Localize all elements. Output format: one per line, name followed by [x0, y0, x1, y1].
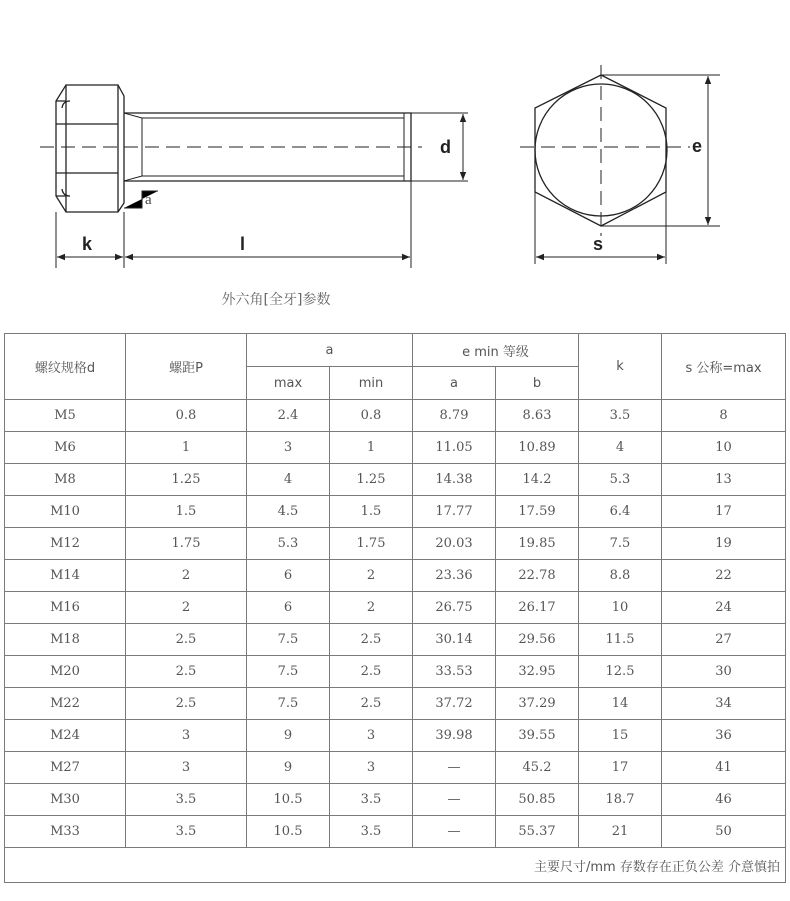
dimension-a — [124, 191, 158, 208]
header-a: a — [247, 334, 413, 367]
table-cell: 11.5 — [579, 624, 662, 656]
table-row — [5, 752, 786, 784]
table-cell: 7.5 — [247, 624, 330, 656]
table-cell: 8.79 — [413, 400, 496, 432]
table-cell: 23.36 — [413, 560, 496, 592]
table-cell: 3 — [126, 752, 247, 784]
table-cell: 1.25 — [126, 464, 247, 496]
table-row — [5, 496, 786, 528]
table-cell: 14.38 — [413, 464, 496, 496]
table-cell: 21 — [579, 816, 662, 848]
table-row — [5, 432, 786, 464]
bolt-technical-drawing — [0, 0, 790, 330]
table-cell: 39.55 — [496, 720, 579, 752]
table-cell: 3.5 — [579, 400, 662, 432]
table-cell: 0.8 — [126, 400, 247, 432]
label-a: a — [145, 192, 152, 208]
table-cell: 12.5 — [579, 656, 662, 688]
table-cell: 45.2 — [496, 752, 579, 784]
table-cell: 22.78 — [496, 560, 579, 592]
table-cell: 1.25 — [330, 464, 413, 496]
table-row — [5, 400, 786, 432]
label-s: s — [593, 234, 604, 254]
table-cell: 8.63 — [496, 400, 579, 432]
table-cell: 2.5 — [126, 688, 247, 720]
header-k: k — [579, 334, 662, 400]
table-cell: 1 — [330, 432, 413, 464]
table-cell: 22 — [662, 560, 786, 592]
table-cell: 50 — [662, 816, 786, 848]
table-cell: 0.8 — [330, 400, 413, 432]
table-cell: 55.37 — [496, 816, 579, 848]
table-row — [5, 816, 786, 848]
table-cell: 30 — [662, 656, 786, 688]
table-cell: 37.72 — [413, 688, 496, 720]
table-cell: 10.5 — [247, 816, 330, 848]
table-cell: 46 — [662, 784, 786, 816]
table-cell: 6 — [247, 592, 330, 624]
note-row — [5, 848, 786, 883]
table-cell: 15 — [579, 720, 662, 752]
table-cell: 9 — [247, 752, 330, 784]
table-cell: 3.5 — [126, 784, 247, 816]
spec-table — [4, 333, 786, 883]
table-cell: 36 — [662, 720, 786, 752]
header-row-1 — [5, 334, 786, 367]
table-cell: M24 — [5, 720, 126, 752]
table-cell: 2.5 — [126, 624, 247, 656]
table-cell: 10.5 — [247, 784, 330, 816]
table-cell: 4 — [579, 432, 662, 464]
table-cell: 26.75 — [413, 592, 496, 624]
table-cell: 6.4 — [579, 496, 662, 528]
drawing-caption: 外六角[全牙]参数 — [221, 292, 331, 308]
table-note: 主要尺寸/mm 存数存在正负公差 介意慎拍 — [5, 848, 786, 883]
table-cell: 3.5 — [330, 784, 413, 816]
table-cell: 2 — [126, 592, 247, 624]
table-cell: 2.5 — [330, 656, 413, 688]
table-cell: 8 — [662, 400, 786, 432]
table-cell: 24 — [662, 592, 786, 624]
table-row — [5, 464, 786, 496]
table-cell: 9 — [247, 720, 330, 752]
table-cell: 6 — [247, 560, 330, 592]
table-cell: 37.29 — [496, 688, 579, 720]
spec-table-body — [5, 334, 786, 883]
table-cell: 3.5 — [126, 816, 247, 848]
table-cell: 17 — [579, 752, 662, 784]
table-cell: 34 — [662, 688, 786, 720]
table-cell: 17.59 — [496, 496, 579, 528]
table-cell: 41 — [662, 752, 786, 784]
table-cell: 3 — [247, 432, 330, 464]
table-row — [5, 528, 786, 560]
table-cell: 10 — [662, 432, 786, 464]
table-row — [5, 624, 786, 656]
table-cell: 14.2 — [496, 464, 579, 496]
table-cell: M5 — [5, 400, 126, 432]
table-row — [5, 560, 786, 592]
table-cell: 17 — [662, 496, 786, 528]
table-cell: 2.4 — [247, 400, 330, 432]
table-cell: 2.5 — [126, 656, 247, 688]
table-row — [5, 720, 786, 752]
table-cell: 11.05 — [413, 432, 496, 464]
table-cell: M22 — [5, 688, 126, 720]
label-d: d — [440, 137, 451, 157]
table-cell: 3 — [330, 720, 413, 752]
table-row — [5, 784, 786, 816]
table-cell: 3 — [126, 720, 247, 752]
table-cell: M8 — [5, 464, 126, 496]
table-cell: 32.95 — [496, 656, 579, 688]
table-cell: M30 — [5, 784, 126, 816]
header-thread-spec: 螺纹规格d — [5, 334, 126, 400]
table-cell: 19 — [662, 528, 786, 560]
table-cell: M18 — [5, 624, 126, 656]
table-cell: M10 — [5, 496, 126, 528]
table-cell: M14 — [5, 560, 126, 592]
table-cell: 5.3 — [247, 528, 330, 560]
table-cell: 39.98 — [413, 720, 496, 752]
table-cell: 1.5 — [126, 496, 247, 528]
table-cell: 30.14 — [413, 624, 496, 656]
table-cell: 14 — [579, 688, 662, 720]
table-cell: 33.53 — [413, 656, 496, 688]
table-cell: 7.5 — [579, 528, 662, 560]
table-cell: — — [413, 816, 496, 848]
table-cell: 17.77 — [413, 496, 496, 528]
table-cell: 3 — [330, 752, 413, 784]
table-cell: 3.5 — [330, 816, 413, 848]
table-cell: 27 — [662, 624, 786, 656]
table-cell: M27 — [5, 752, 126, 784]
table-cell: M12 — [5, 528, 126, 560]
table-cell: 19.85 — [496, 528, 579, 560]
table-cell: 5.3 — [579, 464, 662, 496]
table-cell: 10.89 — [496, 432, 579, 464]
table-cell: M16 — [5, 592, 126, 624]
table-cell: 4 — [247, 464, 330, 496]
table-cell: 1.5 — [330, 496, 413, 528]
table-cell: 29.56 — [496, 624, 579, 656]
table-cell: 2 — [126, 560, 247, 592]
table-cell: M6 — [5, 432, 126, 464]
table-cell: 2 — [330, 560, 413, 592]
table-cell: 18.7 — [579, 784, 662, 816]
table-cell: 1 — [126, 432, 247, 464]
table-cell: 20.03 — [413, 528, 496, 560]
table-cell: 2.5 — [330, 688, 413, 720]
table-cell: 2 — [330, 592, 413, 624]
table-cell: 8.8 — [579, 560, 662, 592]
table-cell: 2.5 — [330, 624, 413, 656]
header-a-max: max — [247, 367, 330, 400]
header-pitch: 螺距P — [126, 334, 247, 400]
table-cell: 26.17 — [496, 592, 579, 624]
table-cell: 10 — [579, 592, 662, 624]
table-cell: 7.5 — [247, 688, 330, 720]
header-e-min: e min 等级 — [413, 334, 579, 367]
label-e: e — [692, 136, 703, 156]
header-e-b: b — [496, 367, 579, 400]
table-row — [5, 688, 786, 720]
table-cell: 1.75 — [126, 528, 247, 560]
header-e-a: a — [413, 367, 496, 400]
bolt-side-view — [56, 85, 411, 212]
table-cell: M33 — [5, 816, 126, 848]
header-s: s 公称=max — [662, 334, 786, 400]
table-cell: M20 — [5, 656, 126, 688]
table-cell: 7.5 — [247, 656, 330, 688]
table-cell: 50.85 — [496, 784, 579, 816]
header-a-min: min — [330, 367, 413, 400]
table-cell: — — [413, 784, 496, 816]
table-cell: 4.5 — [247, 496, 330, 528]
table-cell: 13 — [662, 464, 786, 496]
label-k: k — [82, 234, 93, 254]
table-row — [5, 592, 786, 624]
table-cell: — — [413, 752, 496, 784]
table-row — [5, 656, 786, 688]
label-l: l — [240, 234, 246, 254]
table-cell: 1.75 — [330, 528, 413, 560]
